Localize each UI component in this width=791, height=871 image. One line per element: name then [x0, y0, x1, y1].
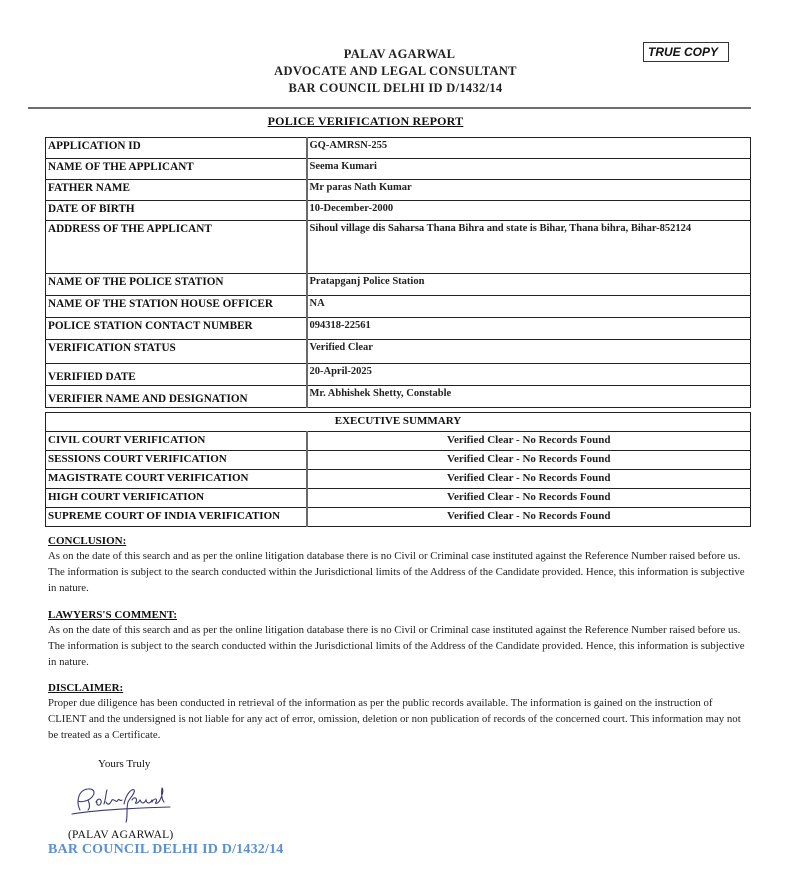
- dob-value: 10-December-2000: [309, 203, 394, 214]
- row-value: [307, 340, 751, 364]
- row-label: NAME OF THE STATION HOUSE OFFICER: [46, 296, 307, 318]
- father-name-value: Mr paras Nath Kumar: [309, 182, 412, 193]
- conclusion-heading: CONCLUSION:: [48, 535, 127, 547]
- row-value: [307, 364, 751, 386]
- table-row: [46, 221, 751, 274]
- row-value: Verified Clear - No Records Found: [307, 432, 751, 451]
- table-row: [46, 318, 751, 340]
- verifier-value: Mr. Abhishek Shetty, Constable: [309, 388, 452, 399]
- lawyers-comment-text: As on the date of this search and as per the online litigation database there is no Civil or Criminal case instituted against the Reference Number raised before us. The information is subject to the search conducted within the Jurisdictional limits of the Address of the Candidate provided. Hence, this information is subjective in nature.: [48, 624, 745, 668]
- row-label: MAGISTRATE COURT VERIFICATION: [46, 470, 307, 489]
- header-divider: [28, 107, 751, 109]
- signatory-name: (PALAV AGARWAL): [68, 829, 174, 841]
- advocate-title: ADVOCATE AND LEGAL CONSULTANT: [274, 64, 517, 78]
- row-value: Verified Clear - No Records Found: [307, 489, 751, 508]
- row-value: [307, 386, 751, 408]
- signature-icon: [66, 780, 176, 825]
- row-label: CIVIL COURT VERIFICATION: [46, 432, 307, 451]
- police-station-value: Pratapganj Police Station: [309, 276, 425, 287]
- bar-council-id: BAR COUNCIL DELHI ID D/1432/14: [288, 81, 503, 95]
- table-row: [46, 159, 751, 180]
- row-value: [307, 221, 751, 274]
- closing-salutation: Yours Truly: [98, 758, 151, 770]
- summary-heading: EXECUTIVE SUMMARY: [46, 413, 751, 432]
- summary-header-row: [46, 413, 751, 432]
- lawyers-comment-section: [48, 608, 748, 670]
- lawyers-comment-heading: LAWYERS'S COMMENT:: [48, 609, 178, 621]
- row-label: VERIFICATION STATUS: [46, 340, 307, 364]
- advocate-name: PALAV AGARWAL: [343, 47, 456, 61]
- address-value: Sihoul village dis Saharsa Thana Bihra and state is Bihar, Thana bihra, Bihar-852124: [309, 223, 692, 234]
- row-value: [307, 296, 751, 318]
- contact-number-value: 094318-22561: [309, 320, 371, 331]
- table-row: [46, 451, 751, 470]
- row-label: HIGH COURT VERIFICATION: [46, 489, 307, 508]
- row-label: FATHER NAME: [46, 180, 307, 201]
- table-row: [46, 386, 751, 408]
- row-value: [307, 159, 751, 180]
- table-row: [46, 340, 751, 364]
- verification-status-value: Verified Clear: [309, 342, 373, 353]
- row-value: Verified Clear - No Records Found: [307, 451, 751, 470]
- verified-date-value: 20-April-2025: [309, 366, 372, 377]
- table-row: [46, 364, 751, 386]
- row-value: [307, 274, 751, 296]
- applicant-name-value: Seema Kumari: [309, 161, 377, 172]
- row-label: NAME OF THE APPLICANT: [46, 159, 307, 180]
- table-row: [46, 201, 751, 221]
- table-row: [46, 274, 751, 296]
- row-label: ADDRESS OF THE APPLICANT: [46, 221, 307, 274]
- true-copy-stamp: TRUE COPY: [643, 42, 729, 62]
- table-row: [46, 508, 751, 527]
- signatory-bar-id: BAR COUNCIL DELHI ID D/1432/14: [48, 842, 284, 857]
- row-label: VERIFIER NAME AND DESIGNATION: [46, 386, 307, 408]
- row-value: [307, 201, 751, 221]
- row-label: NAME OF THE POLICE STATION: [46, 274, 307, 296]
- conclusion-section: [48, 534, 748, 596]
- table-row: [46, 489, 751, 508]
- conclusion-text: As on the date of this search and as per the online litigation database there is no Civil or Criminal case instituted against the Reference Number raised before us. The information is subject to the search conducted within the Jurisdictional limits of the Address of the Candidate provided. Hence, this information is subjective in nature.: [48, 550, 745, 594]
- row-label: POLICE STATION CONTACT NUMBER: [46, 318, 307, 340]
- application-id-value: GQ-AMRSN-255: [309, 140, 388, 151]
- table-row: [46, 432, 751, 451]
- disclaimer-text: Proper due diligence has been conducted in retrieval of the information as per the public records available. The information is gained on the instruction of CLIENT and the undersigned is not liable for any act of error, omission, deletion or non publication of records of the concerned court. This information may not be treated as a Certificate.: [48, 697, 741, 741]
- applicant-details-table: [45, 137, 751, 408]
- row-label: APPLICATION ID: [46, 138, 307, 159]
- table-row: [46, 470, 751, 489]
- row-label: SUPREME COURT OF INDIA VERIFICATION: [46, 508, 307, 527]
- row-label: SESSIONS COURT VERIFICATION: [46, 451, 307, 470]
- report-title: POLICE VERIFICATION REPORT: [267, 114, 464, 128]
- disclaimer-heading: DISCLAIMER:: [48, 682, 124, 694]
- disclaimer-section: [48, 681, 748, 743]
- row-value: [307, 180, 751, 201]
- row-value: [307, 138, 751, 159]
- row-value: [307, 318, 751, 340]
- row-label: DATE OF BIRTH: [46, 201, 307, 221]
- sho-value: NA: [309, 298, 325, 309]
- row-value: Verified Clear - No Records Found: [307, 508, 751, 527]
- table-row: [46, 296, 751, 318]
- row-label: VERIFIED DATE: [46, 364, 307, 386]
- executive-summary-table: [45, 412, 751, 527]
- table-row: [46, 138, 751, 159]
- table-row: [46, 180, 751, 201]
- row-value: Verified Clear - No Records Found: [307, 470, 751, 489]
